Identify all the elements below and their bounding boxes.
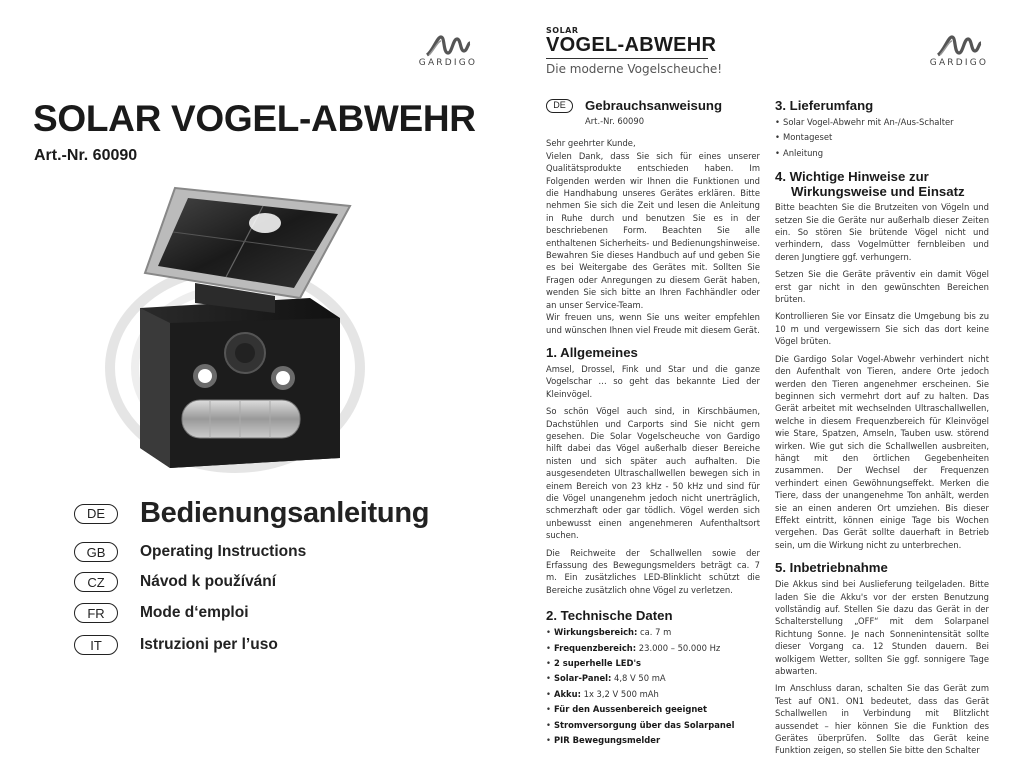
spec-label: Solar-Panel: [554, 673, 612, 684]
section-specs-title: 2. Technische Daten [546, 608, 673, 624]
spec-item [546, 688, 760, 700]
lang-badge-fr: FR [74, 603, 118, 623]
spec-item [546, 657, 760, 669]
notes-paragraph: Bitte beachten Sie die Brutzeiten von Vögeln und setzen Sie die Geräte nur außerhalb dieser Zeiten ein. So stören Sie brütende Vögel nicht und verhindern, dass Vogelmütter fernbleiben und deren Jungtiere ggf. verhungern. [775, 202, 989, 262]
header-small: SOLAR [546, 26, 579, 35]
gardigo-wave-icon [425, 33, 471, 57]
usage-article: Art.-Nr. 60090 [585, 116, 645, 126]
startup-paragraph: Die Akkus sind bei Auslieferung teilgeladen. Bitte laden Sie die Akku's vor der ersten Benutzung vollständig auf. Stellen Sie dazu das Gerät in der Schalterstellung „OFF“ mit dem Solarpanel Richtung Sonne. Je nach Sonnenintensität sollte dieser Vorgang ca. 12 Stunden dauern. Bei wolkigem Wetter, sollten Sie ggf. sonnigere Tage abwarten. [775, 579, 989, 677]
gardigo-logo-left [413, 33, 483, 68]
column-right [775, 98, 989, 757]
header-title: VOGEL-ABWEHR [546, 34, 717, 56]
delivery-item: • Montageset [775, 131, 989, 143]
notes-title-line2: Wirkungsweise und Einsatz [791, 184, 965, 200]
lang-label-it: Istruzioni per l’uso [140, 636, 278, 653]
intro-greeting: Sehr geehrter Kunde, [546, 138, 636, 149]
gardigo-logo-right [924, 33, 994, 68]
spec-item [546, 642, 760, 654]
lang-badge-gb: GB [74, 542, 118, 562]
lang-label-gb: Operating Instructions [140, 543, 307, 560]
column-middle [546, 98, 760, 746]
brand-name: GARDIGO [929, 58, 989, 68]
spec-label: Akku: [554, 688, 581, 699]
lang-label-fr: Mode d‘emploi [140, 604, 249, 621]
notes-title-line1: 4. Wichtige Hinweise zur [775, 169, 929, 185]
lang-badge-de: DE [74, 504, 118, 524]
general-paragraph: Amsel, Drossel, Fink und Star und die ganze Vogelschar … so geht das bekannte Lied der Kleinvögel. [546, 363, 760, 399]
delivery-item: • Solar Vogel-Abwehr mit An-/Aus-Schalter [775, 116, 989, 128]
spec-item [546, 734, 760, 746]
general-paragraph: So schön Vögel auch sind, in Kirschbäumen, Dachstühlen und Carports sind Sie nicht gern gesehen. Die Solar Vogelscheuche von Gardigo hilft dabei das Vögel außerhalb dieser Bereiche nisten und sich später auch aufhalten. Die ausgesendeten Ultraschallwellen bewegen sich in einem Bereich von 23 kHz - 50 kHz und sind für die Vögel unangenehm jedoch nicht unerträglich, schmerzhaft oder gar tödlich. Vögel werden sich unbewusst einen angenehmeren Aufenthaltsort suchen. [546, 406, 760, 541]
article-number: Art.-Nr. 60090 [34, 147, 138, 164]
lang-row-fr [74, 603, 249, 623]
lang-label-cz: Návod k používání [140, 573, 277, 590]
usage-heading-row [546, 98, 760, 113]
spec-item [546, 703, 760, 715]
lang-row-de [74, 497, 429, 530]
section-delivery-title: 3. Lieferumfang [775, 98, 874, 113]
spec-value: ca. 7 m [640, 627, 672, 638]
spec-item [546, 719, 760, 731]
lang-badge-de-small: DE [546, 99, 573, 113]
specs-list [546, 626, 760, 746]
notes-paragraph: Die Gardigo Solar Vogel-Abwehr verhindert nicht den Aufenthalt von Tieren, andere Orte jedoch werden den Tieren angenehmer erscheinen. Sie beginnen sich vermehrt dort auf zu halten. Das Gerät arbeitet mit wechselnden Ultraschallwellen, welche in diesem Frequenzbereich für Kleinvögel wie Stare, Spatzen, Amseln, Tauben usw. störend wirken. Wie gut sich die Schallwellen ausbreiten, hängt mit den örtlichen Gegebenheiten zusammen. Der Wechsel der Frequenzen verhindert einen Gewöhnungseffekt. Merken die Tiere, dass der unangenehme Ton anhält, werden sie an einen anderen Ort umziehen. Bis dieser Effekt eintritt, können einige Tage bis Wochen vergehen. Das Gerät sollte dauerhaft in Betrieb sein, um die Wirkung nicht zu unterbrechen. [775, 353, 989, 550]
intro-text: Vielen Dank, dass Sie sich für eines unserer Qualitätsprodukte entschieden haben. Im Folgenden werden wir Ihnen die Funktionen und die Handhabung unseres Gerätes erklären. Bitte nehmen Sie sich die Zeit und lesen die Anleitung in Ruhe durch und benutzen Sie es in der beschriebenen Form. Beachten Sie alle enthaltenen Sicherheits- und Bedienungshinweise. Bewahren Sie dieses Handbuch auf und geben Sie es bei Weitergabe des Gerätes mit. Sollten Sie Fragen oder Anregungen zu diesem Gerät haben, wenden Sie sich bitte an Ihren Fachhändler oder an unser Service-Team. [546, 150, 760, 310]
general-paragraph: Die Reichweite der Schallwellen sowie der Erfassung des Bewegungsmelders beträgt ca. 7 m. Ein zusätzliches LED-Blinklicht schützt die Bereiche zusätzlich ohne Vögel zu verletzen. [546, 547, 760, 595]
spec-label: Frequenzbereich: [554, 642, 637, 653]
spec-label: 2 superhelle LED's [554, 658, 642, 669]
header-rule [546, 58, 708, 59]
section-general-title: 1. Allgemeines [546, 344, 638, 360]
intro-closing: Wir freuen uns, wenn Sie uns weiter empfehlen und wünschen Ihnen viel Freude mit diesem Gerät. [546, 312, 760, 335]
gardigo-wave-icon [936, 33, 982, 57]
header-subtitle: Die moderne Vogelscheuche! [546, 62, 723, 76]
delivery-list [775, 116, 989, 159]
startup-paragraph: Im Anschluss daran, schalten Sie das Gerät zum Test auf ON1. ON1 bedeutet, dass das Gerät Schallwellen in Verbindung mit Blitzlicht aussendet – hier können Sie die Funktion des Gerätes überprüfen. Sollte das Gerät keine Funktion zeigen, so stellen Sie bitte den Schalter [775, 683, 989, 756]
spec-item [546, 672, 760, 684]
lang-label-de: Bedienungsanleitung [140, 497, 430, 529]
spec-label: PIR Bewegungsmelder [554, 735, 661, 746]
spec-label: Für den Aussenbereich geeignet [554, 704, 707, 715]
lang-badge-cz: CZ [74, 572, 118, 592]
notes-paragraph: Kontrollieren Sie vor Einsatz die Umgebung bis zu 10 m und vergewissern Sie sich das dort keine Vögel brüten. [775, 311, 989, 347]
lang-row-gb [74, 542, 306, 562]
page-title: SOLAR VOGEL-ABWEHR [33, 98, 476, 139]
section-notes-title [775, 169, 989, 199]
device-illustration [100, 178, 365, 478]
section-startup-title: 5. Inbetriebnahme [775, 560, 888, 576]
spec-value: 1x 3,2 V 500 mAh [583, 688, 659, 699]
delivery-item: • Anleitung [775, 147, 989, 159]
brand-name: GARDIGO [418, 58, 478, 68]
spec-value: 4,8 V 50 mA [614, 673, 666, 684]
lang-row-cz [74, 572, 276, 592]
spec-item [546, 626, 760, 638]
usage-title: Gebrauchsanweisung [585, 98, 723, 113]
spec-label: Wirkungsbereich: [554, 627, 638, 638]
notes-paragraph: Setzen Sie die Geräte präventiv ein damit Vögel erst gar nicht in den gewünschten Bereichen brüten. [775, 269, 989, 305]
spec-value: 23.000 – 50.000 Hz [638, 642, 721, 653]
spec-label: Stromversorgung über das Solarpanel [554, 719, 735, 730]
lang-row-it [74, 635, 278, 655]
lang-badge-it: IT [74, 635, 118, 655]
